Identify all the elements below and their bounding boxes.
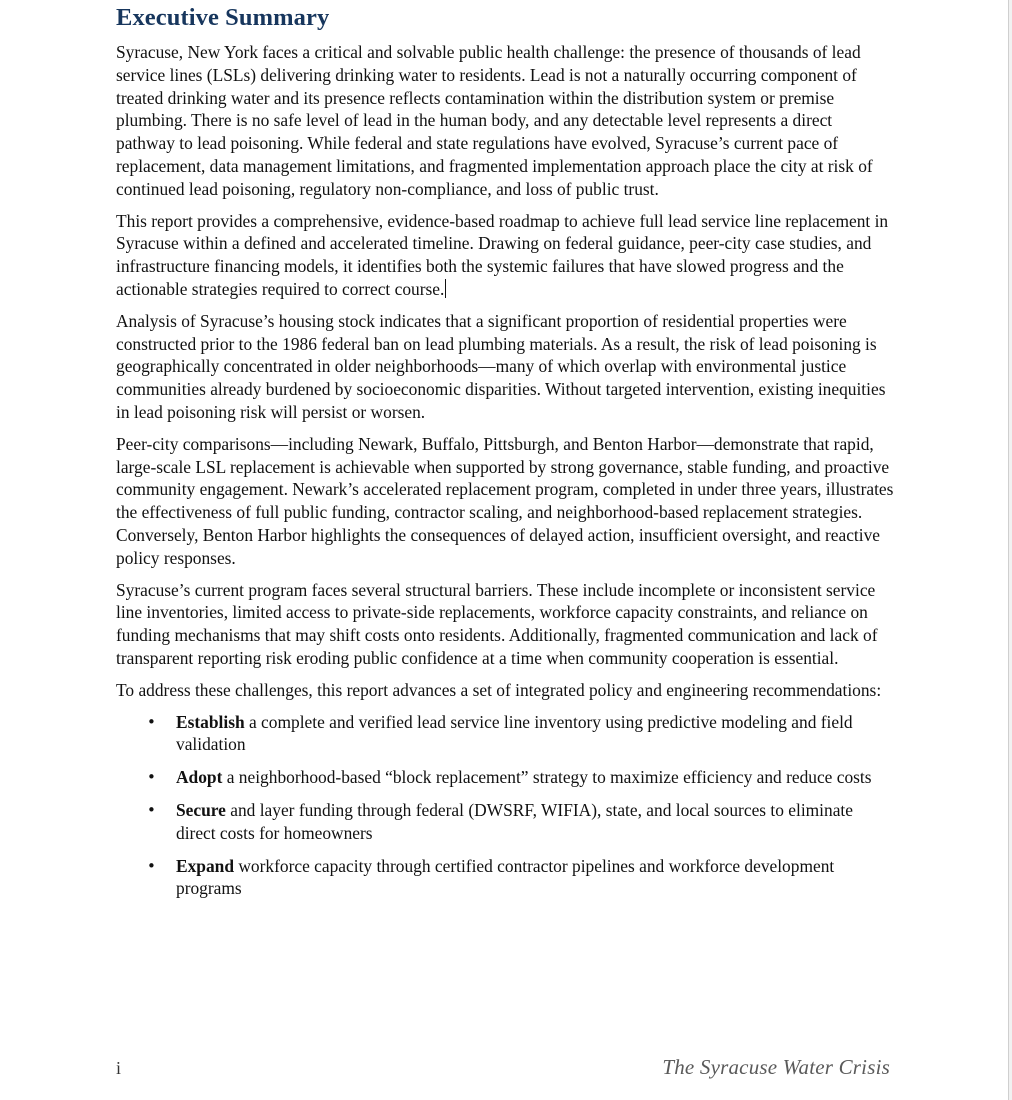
list-item[interactable]	[116, 766, 894, 789]
recommendation-text: a complete and verified lead service line inventory using predictive modeling and field validation	[176, 711, 853, 755]
recommendation-verb: Secure	[176, 799, 226, 820]
recommendation-text: workforce capacity through certified contractor pipelines and workforce development programs	[176, 855, 835, 899]
footer-page-number: i	[116, 1058, 122, 1078]
section-heading: Executive Summary	[116, 4, 330, 31]
paragraph-housing-analysis[interactable]: Analysis of Syracuse’s housing stock indicates that a significant proportion of residential properties were constructed prior to the 1986 federal ban on lead plumbing materials. As a result, the risk of lead poisoning is geographically concentrated in older neighborhoods—many of which overlap with environmental justice communities already burdened by socioeconomic disparities. Without targeted intervention, existing inequities in lead poisoning risk will persist or worsen.	[116, 310, 886, 422]
recommendation-text: a neighborhood-based “block replacement” strategy to maximize efficiency and reduce costs	[222, 767, 872, 788]
list-item[interactable]	[116, 799, 894, 845]
bullet-icon: •	[147, 712, 156, 731]
recommendation-verb: Adopt	[176, 767, 223, 788]
bullet-icon: •	[147, 800, 156, 819]
recommendation-verb: Establish	[176, 711, 245, 732]
list-item[interactable]	[116, 855, 894, 901]
paragraph-intro[interactable]: Syracuse, New York faces a critical and solvable public health challenge: the presence of thousands of lead service lines (LSLs) delivering drinking water to residents. Lead is not a naturally occurring component of treated drinking water and its presence reflects contamination within the distribution system or premise plumbing. There is no safe level of lead in the human body, and any detectable level represents a direct pathway to lead poisoning. While federal and state regulations have evolved, Syracuse’s current pace of replacement, data management limitations, and fragmented implementation approach place the city at risk of continued lead poisoning, regulatory non-compliance, and loss of public trust.	[116, 42, 873, 199]
footer-document-title: The Syracuse Water Crisis	[662, 1055, 890, 1079]
paragraph-recommendations-intro[interactable]: To address these challenges, this report advances a set of integrated policy and engineering recommendations:	[116, 679, 882, 700]
text-cursor	[445, 279, 446, 298]
bullet-icon: •	[147, 856, 156, 875]
bullet-icon: •	[147, 768, 156, 787]
recommendations-list	[116, 711, 894, 901]
paragraph-report-overview[interactable]	[116, 210, 894, 301]
page-content	[116, 0, 894, 910]
recommendation-text: and layer funding through federal (DWSRF, WIFIA), state, and local sources to eliminate direct costs for homeowners	[176, 799, 853, 843]
paragraph-report-overview-text[interactable]: This report provides a comprehensive, evidence-based roadmap to achieve full lead service line replacement in Syracuse within a defined and accelerated timeline. Drawing on federal guidance, peer-city case studies, and infrastructure financing models, it identifies both the systemic failures that have slowed progress and the actionable strategies required to correct course.	[116, 210, 889, 299]
paragraph-peer-cities[interactable]: Peer-city comparisons—including Newark, Buffalo, Pittsburgh, and Benton Harbor—demonstrate that rapid, large-scale LSL replacement is achievable when supported by strong governance, stable funding, and proactive community engagement. Newark’s accelerated replacement program, completed in under three years, illustrates the effectiveness of full public funding, contractor scaling, and neighborhood-based replacement strategies. Conversely, Benton Harbor highlights the consequences of delayed action, insufficient oversight, and reactive policy responses.	[116, 433, 894, 568]
recommendation-verb: Expand	[176, 855, 235, 876]
paragraph-barriers[interactable]: Syracuse’s current program faces several structural barriers. These include incomplete or inconsistent service line inventories, limited access to private-side replacements, workforce capacity constraints, and reliance on funding mechanisms that may shift costs onto residents. Additionally, fragmented communication and lack of transparent reporting risk eroding public confidence at a time when community cooperation is essential.	[116, 579, 878, 668]
list-item[interactable]	[116, 711, 894, 757]
